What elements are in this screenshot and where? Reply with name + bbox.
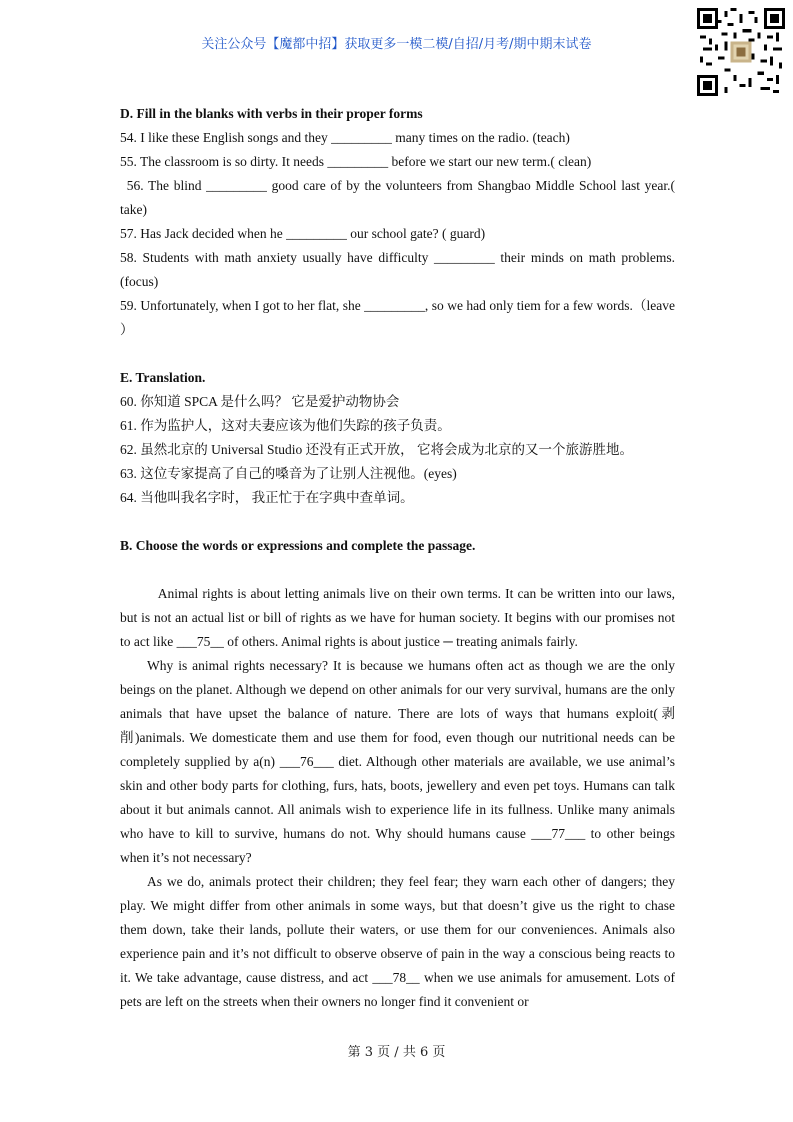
section-e-title: E. Translation.	[120, 370, 206, 385]
promo-header[interactable]: 关注公众号【魔都中招】获取更多一模二模/自招/月考/期中期末试卷	[201, 37, 592, 52]
page-content	[120, 102, 675, 1014]
translation-64: 64. 当他叫我名字时， 我正忙于在字典中查单词。	[120, 490, 414, 505]
translation-62: 62. 虽然北京的 Universal Studio 还没有正式开放， 它将会成为北京的又一个旅游胜地。	[120, 442, 633, 457]
page-number: 第 3 页 / 共 6 页	[347, 1045, 446, 1060]
translation-63: 63. 这位专家提高了自己的嗓音为了让别人注视他。(eyes)	[120, 466, 457, 481]
passage-paragraph-3: As we do, animals protect their children; they feel fear; they warn each other of dangers; they play. We might differ from other animals in some ways, but that doesn’t give us the right to chase them down, take their lands, pollute their waters, or use them for our conveniences. Animals also experience pain and it’s not difficult to observe observe of pain in the way a conscious being reacts to it. We take advantage, cause distress, and act ___78__ when we use animals for amusement. Lots of pets are left on the streets when their owners no longer find it convenient or	[120, 874, 675, 1009]
question-55: 55. The classroom is so dirty. It needs _________ before we start our new term.( clean)	[120, 154, 592, 169]
translation-61: 61. 作为监护人，这对夫妻应该为他们失踪的孩子负责。	[120, 418, 451, 433]
section-b-title: B. Choose the words or expressions and complete the passage.	[120, 538, 476, 553]
translation-60: 60. 你知道 SPCA 是什么吗？ 它是爱护动物协会	[120, 394, 400, 409]
question-59: 59. Unfortunately, when I got to her flat, she _________, so we had only tiem for a few words.（leave ）	[120, 298, 675, 337]
section-d-title: D. Fill in the blanks with verbs in their proper forms	[120, 106, 423, 121]
qr-code-icon	[697, 8, 785, 96]
question-58: 58. Students with math anxiety usually have difficulty _________ their minds on math problems.(focus)	[120, 250, 675, 289]
passage-paragraph-1: Animal rights is about letting animals live on their own terms. It can be written into our laws, but is not an actual list or bill of rights as we have for human society. It begins with our promises not to act like ___75__ of others. Animal rights is about justice ─ treating animals fairly.	[120, 586, 675, 649]
question-54: 54. I like these English songs and they _________ many times on the radio. (teach)	[120, 130, 570, 145]
question-56: 56. The blind _________ good care of by the volunteers from Shangbao Middle School last year.( take)	[120, 178, 675, 217]
passage-paragraph-2: Why is animal rights necessary? It is because we humans often act as though we are the only beings on the planet. Although we depend on other animals for our very survival, humans are the only animals that have upset the balance of nature. There are lots of ways that humans exploit(剥削)animals. We domesticate them and use them for food, even though our nutritional needs can be completely supplied by a(n) ___76___ diet. Although other materials are available, we use animal’s skin and other body parts for clothing, furs, hats, boots, jewellery and even pet toys. Humans can talk about it but animals cannot. All animals wish to experience life in its fullness. Unlike many animals who have to kill to survive, humans do not. Why should humans cause ___77___ to other beings when it’s not necessary?	[120, 658, 675, 865]
question-57: 57. Has Jack decided when he _________ our school gate? ( guard)	[120, 226, 486, 241]
